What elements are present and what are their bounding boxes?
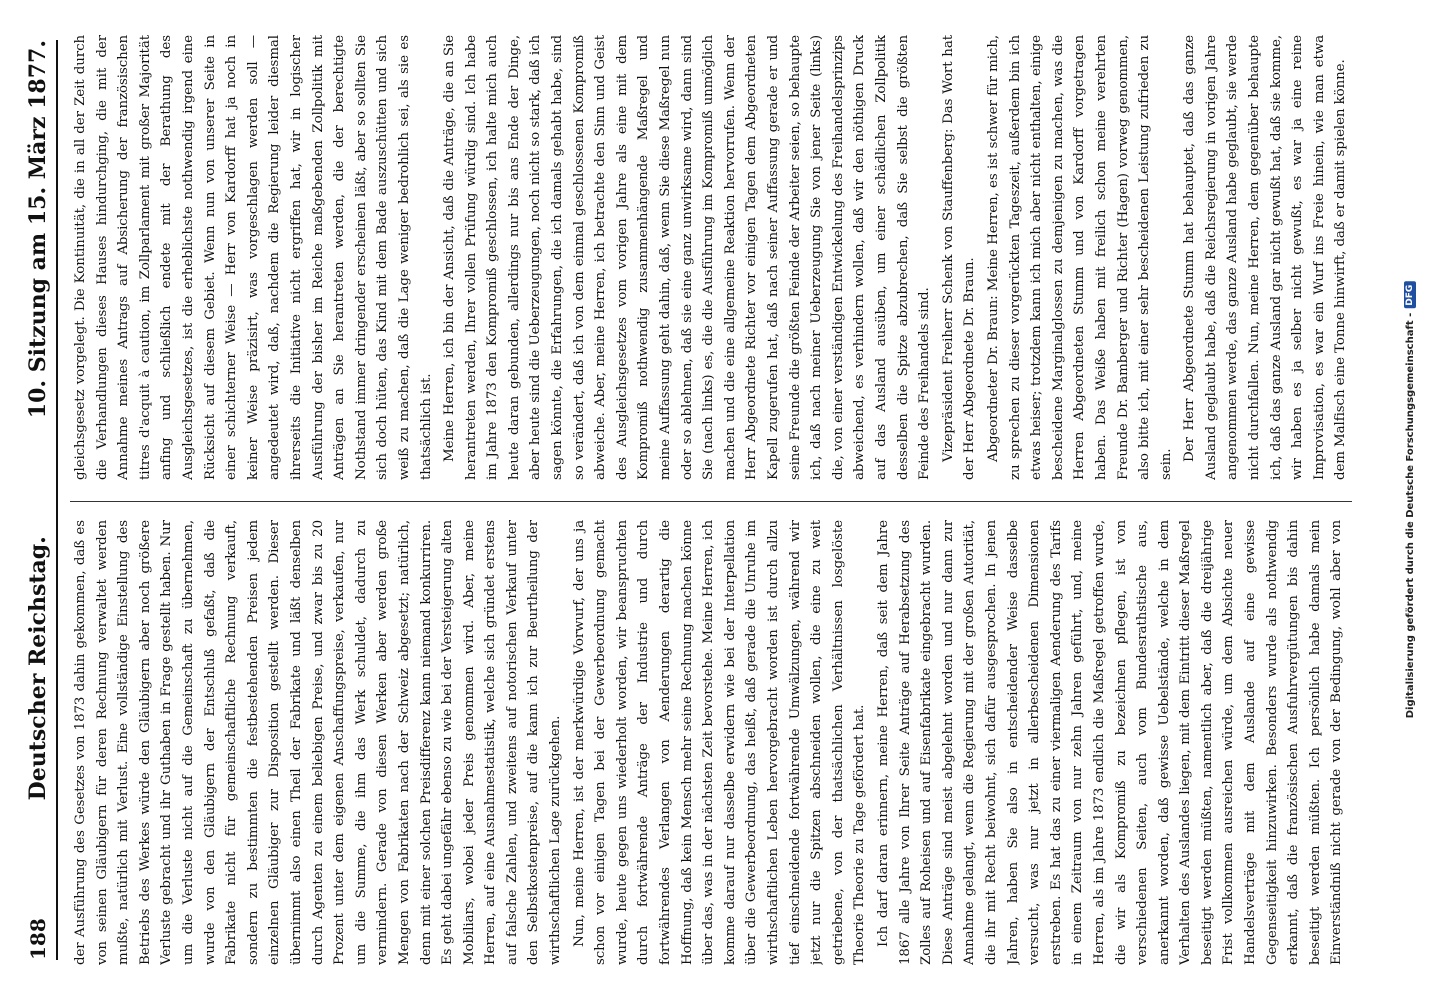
credit-text: Digitalisierung gefördert durch die Deutsche Forschungsgemeinschaft - (1404, 312, 1416, 719)
paragraph: Nun, meine Herren, ist der merkwürdige Vorwurf, der uns ja schon vor einigen Tagen bei der Gewerbeordnung gemacht wurde, heute gegen uns wiederholt worden, wir beanspruchten durch fortwährende Anträge der Industrie und durch fortwährendes Verlangen von Aenderungen derartig die Hoffnung, daß kein Mensch mehr seine Rechnung machen könne über das, was in der nächsten Zeit bevorstehe. Meine Herren, ich komme darauf nur dasselbe erwidern wie bei der Interpellation über die Gewerbeordnung, das heißt, daß gerade die Unruhe im wirthschaftlichen Leben hervorgebracht worden ist durch allzu tief einschneidende fortwährende Umwälzungen, während wir jetzt nur die Spitzen abschneiden wollen, die eine zu weit getriebene, von der thatsächlichen Verhältnissen losgelöste Theorie Theorie zu Tage gefördert hat. (571, 520, 868, 965)
column-divider (70, 501, 1352, 502)
left-column (70, 520, 1352, 965)
page-number: 188 (26, 918, 50, 960)
digitization-credit (1404, 282, 1416, 719)
header-title-right: 10. Sitzung am 15. März 1877. (25, 40, 51, 419)
paragraph: Meine Herren, ich bin der Ansicht, daß die Anträge, die an Sie herantreten werden, Ihrer vollen Prüfung würdig sind. Ich habe im Jahre 1873 den Kompromiß geschlossen, ich halte mich auch heute daran gebunden, allerdings nur bis ans Ende der Dinge, aber heute sind die Ueberzeugungen, noch nicht so stark, daß ich sagen könnte, die Erfahrungen, die ich damals gehabt habe, sind so verändert, daß ich von dem einmal geschlossenen Kompromiß abweiche. Aber, meine Herren, ich betrachte den Sinn und Geist des Ausgleichsgesetzes vom vorigen Jahre als eine mit dem Kompromiß nothwendig zusammenhängende Maßregel und meine Auffassung geht dahin, daß, wenn Sie diese Maßregel nun oder so ablehnen, daß sie eine ganz unwirksame wird, dann sind Sie (nach links) es, die die Ausführung im Kompromiß unmöglich machen und die eine allgemeine Reaktion hervorrufen. Wenn der Herr Abgeordnete Richter vor einigen Tagen dem Abgeordneten Kapell zugerufen hat, daß nach seiner Auffassung gerade er und seine Freunde die größten Feinde der Arbeiter seien, so behaupte ich, daß nach meiner Ueberzeugung Sie von jener Seite (links) die, von einer verständigen Entwickelung des Freihandelsprinzips abweichend, es verhindern wollen, daß wir den nöthigen Druck auf das Ausland ausüben, um einer schädlichen Zollpolitik desselben die Spitze abzubrechen, daß Sie selbst die größten Feinde des Freihandels sind. (442, 35, 933, 480)
paragraph: Ich darf daran erinnern, meine Herren, daß seit dem Jahre 1867 alle Jahre von Ihrer Seite Anträge auf Herabsetzung des Zolles auf Roheisen und auf Eisenfabrikate eingebracht wurden. Diese Anträge sind meist abgelehnt worden und nur dann zur Annahme gelangt, wenn die Regierung mit der großen Autorität, die ihr mit Recht beiwohnt, sich dafür ausgesprochen. In jenen Jahren, haben Sie also in entscheidender Weise dasselbe versucht, was nur jetzt in allerbescheidenen Dimensionen erstreben. Es hat das zu einer viermaligen Aenderung des Tarifs in einem Zeitraum von nur zehn Jahren geführt, und, meine Herren, als im Jahre 1873 endlich die Maßregel getroffen wurde, die wir als Kompromiß zu bezeichnen pflegen, ist von verschiedenen Seiten, auch vom Bundesrathstische aus, anerkannt worden, daß gewisse Uebelstände, welche in dem Verhalten des Auslandes liegen, mit dem Eintritt dieser Maßregel beseitigt werden müßten, namentlich aber, daß die dreijährige Frist vollkommen ausreichen würde, um dem Absichte neuer Handelsverträge mit dem Auslande auf eine gewisse Gegenseitigkeit hinzuwirken. Besonders wurde als nothwendig erkannt, daß die französischen Ausfuhrvergütungen bis dahin beseitigt werden müßten. Ich persönlich habe damals mein Einverständniß nicht gerade von der Bedingung, wohl aber von (875, 520, 1345, 965)
speaker-notice: Vizepräsident Freiherr Schenk von Stauffenberg: Das Wort hat der Herr Abgeordnete Dr. Braun. (940, 35, 978, 480)
paragraph: Der Herr Abgeordnete Stumm hat behauptet, daß das ganze Ausland geglaubt habe, daß die Reichsregierung in vorigen Jahre angenommen werde, das ganze Ausland habe geglaubt, sie werde nicht durchfallen. Nun, meine Herren, dem gegenüber behaupte ich, daß das ganze Ausland gar nicht gewußt hat, daß sie komme, wir haben es ja selber nicht gewußt, es war ja eine reine Improvisation, es war ein Wurf ins Freie hinein, wie man etwa dem Malfisch eine Tonne hinwirft, daß er damit spielen könne. (1182, 35, 1349, 480)
right-column (70, 35, 1352, 480)
paragraph: der Ausführung des Gesetzes von 1873 dahin gekommen, daß es von seinen Gläubigern für deren Rechnung verwaltet werden mußte, natürlich mit Verlust. Eine vollständige Einstellung des Betriebs des Werkes würde den Gläubigern aber noch größere Verluste gebracht und ihr Guthaben in Frage gestellt haben. Nur um die Verluste nicht auf die Gemeinschaft zu übernehmen, wurde von den Gläubigern der Entschluß gefaßt, daß die Fabrikate nicht für gemeinschaftliche Rechnung verkauft, sondern zu bestimmten die festbestehenden Preisen jedem einzelnen Gläubiger zur Disposition gestellt werden. Dieser übernimmt also einen Theil der Fabrikate und läßt denselben durch Agenten zu einem beliebigen Preise, und zwar bis zu 20 Prozent unter dem eigenen Anschaffungspreise, verkaufen, nur um die Summe, die ihm das Werk schuldet, dadurch zu vermindern. Gerade von diesen Werken aber werden große Mengen von Fabrikaten nach der Schweiz abgesetzt; natürlich, denn mit einer solchen Preisdifferenz kann niemand konkurriren. Es geht dabei ungefähr ebenso zu wie bei der Versteigerung alten Mobiliars, wobei jeder Preis genommen wird. Aber, meine Herren, auf eine Ausnahmestatistik, welche sich gründet erstens auf falsche Zahlen, und zweitens auf notorischen Verkauf unter den Selbstkostenpreise, auf die kann ich zur Beurtheilung der wirthschaftlichen Lage zurückgehen. (73, 520, 564, 965)
header-title-left: Deutscher Reichstag. (25, 536, 51, 801)
page-header (20, 40, 58, 960)
paragraph: gleichsgesetz vorgelegt. Die Kontinuität, die in all der Zeit durch die Verhandlungen dieses Hauses hindurchging, die mit der Annahme meines Antrags auf Absicherung der französischen titres d'acquit à caution, im Zollparlament mit großer Majorität anfing und schließlich endete mit der Berathung des Ausgleichsgesetzes, ist die erheblichste nothwendig irgend eine Rücksicht auf diesem Gebiet. Wenn nun von unserer Seite in einer schichterner Weise — Herr von Kardorff hat ja noch in keiner Weise präzisirt, was vorgeschlagen werden soll — angedeutet wird, daß, nachdem die Regierung leider diesmal ihrerseits die Initiative nicht ergriffen hat, wir in logischer Ausführung der bisher im Reiche maßgebenden Zollpolitik mit Anträgen an Sie herantreten werden, die der berechtigte Nothstand immer dringender erscheinen läßt, aber so sollten Sie sich doch hüten, das Kind mit dem Bade auszuschütten und sich weiß zu machen, daß die Lage weniger bedrohlich sei, als sie es thatsächlich ist. (73, 35, 434, 480)
speech-paragraph: Abgeordneter Dr. Braun: Meine Herren, es ist schwer für mich, zu sprechen zu dieser vorgerückten Tageszeit, außerdem bin ich etwas heiser; trotzdem kann ich mich aber nicht enthalten, einige bescheidene Marginalglossen zu demjenigen zu machen, was die Herren Abgeordneten Stumm und von Kardorff vorgetragen haben. Das Weiße haben mit freilich schon meine verehrten Freunde Dr. Bamberger und Richter (Hagen) vorweg genommen, also bitte ich, mit einer sehr bescheidenen Leistung zufrieden zu sein. (985, 35, 1174, 480)
dfg-logo: DFG (1404, 282, 1416, 309)
